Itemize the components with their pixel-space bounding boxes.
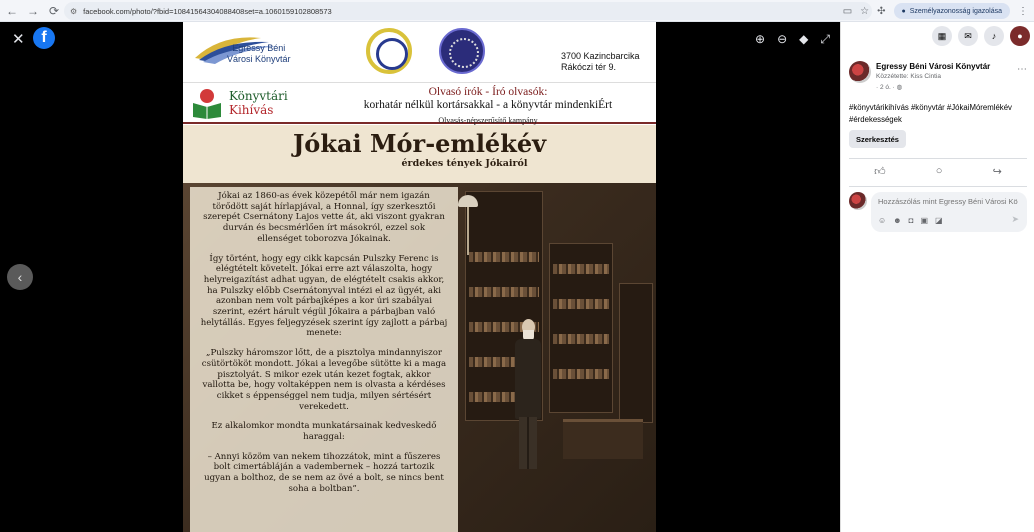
forward-icon[interactable]: → <box>27 3 39 18</box>
comment-composer <box>849 192 1027 232</box>
share-icon[interactable]: ↪ <box>992 166 1002 178</box>
commenter-avatar[interactable] <box>849 192 867 210</box>
paragraph: Így történt, hogy egy cikk kapcsán Pulszky Ferenc is elégtételt követelt. Jókai erre azt válaszolta, hogy helyreigazítást adhat ugyan, de elégtételt csakis akkor, ha Pulszky előbb Csernátonyval intézi el az ügyét, aki azonban nem volt párbajképes a kor úri szabályai szerint, ezért hárult végül Jókaira a párbajban való helytállás. Egyes feljegyzések szerint így zajlott a párbaj menete: <box>200 253 448 339</box>
avatar-sticker-icon[interactable]: ☺ <box>878 216 887 225</box>
fullscreen-icon[interactable]: ⤢ <box>820 32 830 46</box>
post-actions <box>849 165 1027 181</box>
comment-box[interactable] <box>871 192 1027 232</box>
menu-grid-icon[interactable]: ▦ <box>932 26 952 46</box>
bookmark-star-icon[interactable]: ☆ <box>860 5 870 17</box>
open-book-icon <box>191 87 223 119</box>
kk-line1: Könyvtári <box>229 89 288 103</box>
campaign-line2: korhatár nélkül kortársakkal - a könyvtár mindenkiÉrt <box>363 99 613 111</box>
poster-subtitle: érdekes tények Jókairól <box>401 158 528 169</box>
desk <box>563 419 643 459</box>
edit-button[interactable]: Szerkesztés <box>849 130 906 148</box>
like-icon[interactable]: 👍︎ <box>874 166 886 178</box>
messenger-icon[interactable]: ✉ <box>958 26 978 46</box>
paragraph: Ez alkalomkor mondta munkatársainak kedveskedő haraggal: <box>211 421 437 443</box>
library-address <box>561 51 640 73</box>
post-sidebar <box>840 22 1034 532</box>
site-info-icon[interactable]: ⚙ <box>70 6 78 16</box>
url-text: facebook.com/photo/?fbid=10841564304088408set=a.1060159102808573 <box>83 6 332 16</box>
page-name-link[interactable]: Egressy Béni Városi Könyvtár <box>876 62 991 71</box>
poster-title: Jókai Mór-emlékév <box>292 129 547 158</box>
more-options-icon[interactable]: ⋯ <box>1017 64 1027 75</box>
poster-title-area <box>183 125 656 183</box>
browser-menu-icon[interactable]: ⋮ <box>1018 5 1028 17</box>
address-line1: 3700 Kazincbarcika <box>561 51 640 61</box>
globe-icon: ◍ <box>896 84 903 91</box>
zoom-in-icon[interactable]: ⊕ <box>755 32 766 46</box>
cast-icon[interactable]: ▭ <box>842 5 853 17</box>
tag-icon[interactable]: ◆ <box>799 32 809 46</box>
account-avatar-icon[interactable]: ● <box>1010 26 1030 46</box>
profile-pill-label: Személyazonosság igazolása <box>909 7 1002 15</box>
kk-line2: Kihívás <box>229 103 274 117</box>
post-header <box>849 60 1029 96</box>
campaign-line1: Olvasó írók - Író olvasók: <box>428 86 548 98</box>
bookshelf-right <box>549 243 613 413</box>
chevron-left-icon: ‹ <box>17 269 23 285</box>
zoom-out-icon[interactable]: ⊖ <box>777 32 788 46</box>
partner-logo-2-icon <box>439 28 485 74</box>
send-icon[interactable]: ➤ <box>1011 214 1019 224</box>
divider <box>849 158 1027 159</box>
address-bar[interactable] <box>64 2 872 20</box>
paragraph: „Pulszky háromszor lőtt, de a pisztolya mindannyiszor csütörtököt mondott. Jókai a levegőbe sütötte ki a maga pisztolyát. S mikor ezek után kezet fogtak, akkor vallotta be, hogy voltaképpen nem is olvasta a kérdéses cikket s éppenséggel nem tudja, milyen sértésért verekedett. <box>201 348 447 412</box>
konyvtari-kihivas-logo <box>229 89 288 117</box>
paragraph: Jókai az 1860-as évek közepétől már nem igazán törődött saját hírlapjával, a Honnal, így szerkesztői szerepét Csernátony Lajos vette át, aki viszont gyakran durván és becsmérlően írt másokról, ezzel sok ellenséget toborozva Jókainak. <box>203 191 445 244</box>
sepia-photo <box>183 183 656 532</box>
poster-text-box <box>190 187 458 532</box>
paragraph: – Annyi közöm van nekem tihozzátok, mint a fűszeres bolt cimertábláján a vadembernek – hozzá tartozik ugyan a bolthoz, de se nem az övé a bolt, se nincs bent soha a boltban”. <box>204 451 444 494</box>
photo-viewer <box>0 22 840 532</box>
sticker-icon[interactable]: ◪ <box>935 216 943 225</box>
reload-icon[interactable]: ⟳ <box>48 3 60 18</box>
close-icon[interactable]: ✕ <box>12 31 25 48</box>
address-line2: Rákóczi tér 9. <box>561 62 617 72</box>
gif-icon[interactable]: ▣ <box>920 216 928 225</box>
library-name-line1: Egressy Béni <box>232 43 286 53</box>
campaign-band <box>183 82 656 124</box>
lamp <box>458 195 478 255</box>
divider <box>849 186 1027 187</box>
profile-circle-icon: ● <box>901 7 906 15</box>
emoji-icon[interactable]: ☻ <box>893 216 902 225</box>
camera-icon[interactable]: ◘ <box>908 216 914 225</box>
back-icon[interactable]: ← <box>6 3 18 18</box>
publisher-text: Közzétette: Kiss Cintia <box>876 73 942 80</box>
previous-photo-button[interactable] <box>7 264 33 290</box>
time-text: · 2 ó. · <box>876 84 895 91</box>
notifications-bell-icon[interactable]: ♪ <box>984 26 1004 46</box>
partner-logo-1-icon <box>366 28 412 74</box>
profile-pill[interactable] <box>894 3 1010 19</box>
extensions-icon[interactable]: ✣ <box>877 5 886 17</box>
clock-cabinet <box>619 283 653 423</box>
post-hashtags[interactable]: #könyvtárikihívás #könyvtár #JókaiMóremlékév #érdekességek <box>849 103 1012 124</box>
library-name-line2: Városi Könyvtár <box>227 54 291 64</box>
campaign-subtitle: Olvasás-népszerűsítő kampány <box>438 116 538 125</box>
poster-header <box>183 22 656 82</box>
comment-input[interactable] <box>878 197 1018 206</box>
jokai-figure <box>513 319 543 469</box>
campaign-title <box>323 86 653 127</box>
facebook-logo-icon[interactable]: f <box>33 27 55 49</box>
comment-icon[interactable]: ○ <box>935 165 943 177</box>
poster-image <box>183 22 656 532</box>
browser-toolbar <box>0 0 1034 22</box>
library-name <box>227 43 291 65</box>
page-avatar[interactable] <box>849 61 871 83</box>
post-time[interactable] <box>876 83 902 91</box>
